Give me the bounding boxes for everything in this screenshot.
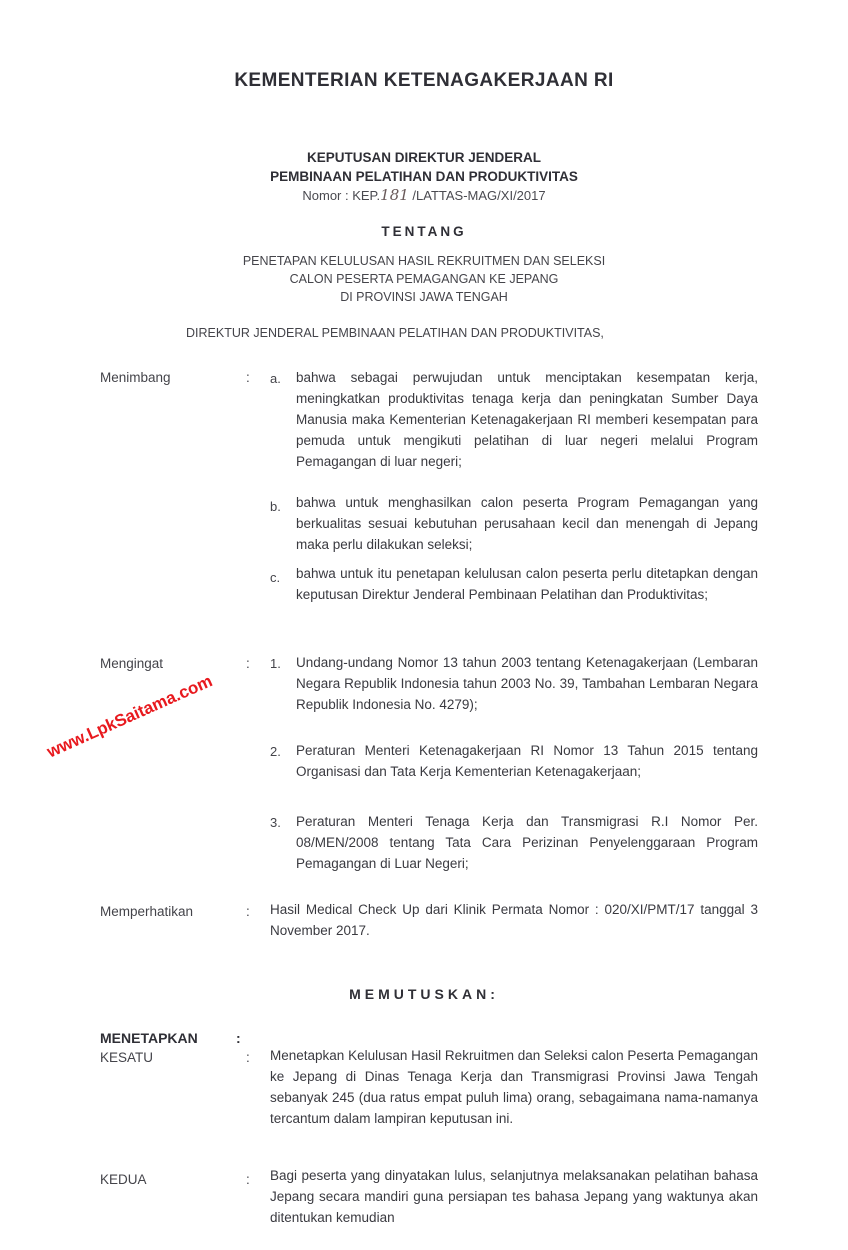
- kesatu-label: KESATU: [100, 1050, 154, 1065]
- subject-line3: DI PROVINSI JAWA TENGAH: [340, 290, 508, 304]
- decision-title-line2: PEMBINAAN PELATIHAN DAN PRODUKTIVITAS: [270, 169, 578, 184]
- memperhatikan-colon: :: [246, 904, 250, 919]
- menimbang-mark-a: a.: [270, 371, 281, 386]
- menimbang-mark-c: c.: [270, 570, 281, 585]
- mengingat-item-3: Peraturan Menteri Tenaga Kerja dan Transmigrasi R.I Nomor Per. 08/MEN/2008 tentang Tata Cara Perizinan Penyelenggaraan Program Pemagangan di Luar Negeri;: [296, 814, 758, 871]
- decision-number-prefix: Nomor : KEP.: [302, 188, 381, 203]
- menetapkan-label: MENETAPKAN: [100, 1030, 198, 1046]
- website-watermark: www.LpkSaitama.com: [44, 671, 216, 762]
- decision-header: [0, 148, 848, 205]
- director-line: DIREKTUR JENDERAL PEMBINAAN PELATIHAN DAN PRODUKTIVITAS,: [186, 326, 604, 340]
- mengingat-item-1: Undang-undang Nomor 13 tahun 2003 tentang Ketenagakerjaan (Lembaran Negara Republik Indonesia tahun 2003 No. 39, Tambahan Lembaran Negara Republik Indonesia No. 4279);: [296, 655, 758, 712]
- subject-line2: CALON PESERTA PEMAGANGAN KE JEPANG: [289, 272, 559, 286]
- memutuskan-heading: MEMUTUSKAN:: [349, 986, 499, 1002]
- menimbang-item-a: bahwa sebagai perwujudan untuk menciptakan kesempatan kerja, meningkatkan produktivitas tenaga kerja dan peningkatan Sumber Daya Manusia maka Kementerian Ketenagakerjaan RI memberi kesempatan para pemuda untuk mengikuti pelatihan di luar negeri melalui Program Pemagangan di luar negeri;: [296, 370, 758, 469]
- memperhatikan-label: Memperhatikan: [100, 904, 194, 919]
- mengingat-label: Mengingat: [100, 656, 164, 671]
- subject-line1: PENETAPAN KELULUSAN HASIL REKRUITMEN DAN SELEKSI: [242, 254, 606, 268]
- ministry-title: KEMENTERIAN KETENAGAKERJAAN RI: [234, 70, 614, 91]
- kesatu-colon: :: [246, 1050, 250, 1065]
- tentang-heading: TENTANG: [381, 224, 467, 239]
- mengingat-item-2: Peraturan Menteri Ketenagakerjaan RI Nomor 13 Tahun 2015 tentang Organisasi dan Tata Kerja Kementerian Ketenagakerjaan;: [296, 743, 758, 779]
- menimbang-mark-b: b.: [270, 499, 281, 514]
- mengingat-colon: :: [246, 656, 250, 671]
- kedua-label: KEDUA: [100, 1172, 147, 1187]
- decision-number: [0, 186, 848, 205]
- menimbang-item-c: bahwa untuk itu penetapan kelulusan calon peserta perlu ditetapkan dengan keputusan Direktur Jenderal Pembinaan Pelatihan dan Produktivitas;: [296, 566, 758, 602]
- mengingat-mark-2: 2.: [270, 744, 281, 759]
- mengingat-mark-1: 1.: [270, 656, 281, 671]
- menimbang-label: Menimbang: [100, 370, 171, 385]
- decision-number-handwritten: 181: [380, 186, 409, 204]
- kedua-text: Bagi peserta yang dinyatakan lulus, selanjutnya melaksanakan pelatihan bahasa Jepang secara mandiri guna persiapan tes bahasa Jepang yang waktunya akan ditentukan kemudian: [270, 1168, 758, 1225]
- menimbang-colon: :: [246, 370, 250, 385]
- decision-title-line1: KEPUTUSAN DIREKTUR JENDERAL: [306, 150, 541, 165]
- decision-number-suffix: /LATTAS-MAG/XI/2017: [408, 188, 546, 203]
- menimbang-item-b: bahwa untuk menghasilkan calon peserta Program Pemagangan yang berkualitas sesuai kebutuhan perusahaan kecil dan menengah di Jepang maka perlu dilakukan seleksi;: [296, 495, 758, 552]
- subject-block: [0, 252, 848, 306]
- memperhatikan-text: Hasil Medical Check Up dari Klinik Permata Nomor : 020/XI/PMT/17 tanggal 3 November 2017.: [270, 902, 758, 938]
- menetapkan-colon: :: [236, 1030, 241, 1046]
- kesatu-text: Menetapkan Kelulusan Hasil Rekruitmen dan Seleksi calon Peserta Pemagangan ke Jepang di Dinas Tenaga Kerja dan Transmigrasi Provinsi Jawa Tengah sebanyak 245 (dua ratus empat puluh lima) orang, sebagaimana nama-namanya tercantum dalam lampiran keputusan ini.: [270, 1048, 758, 1126]
- mengingat-mark-3: 3.: [270, 815, 281, 830]
- kedua-colon: :: [246, 1172, 250, 1187]
